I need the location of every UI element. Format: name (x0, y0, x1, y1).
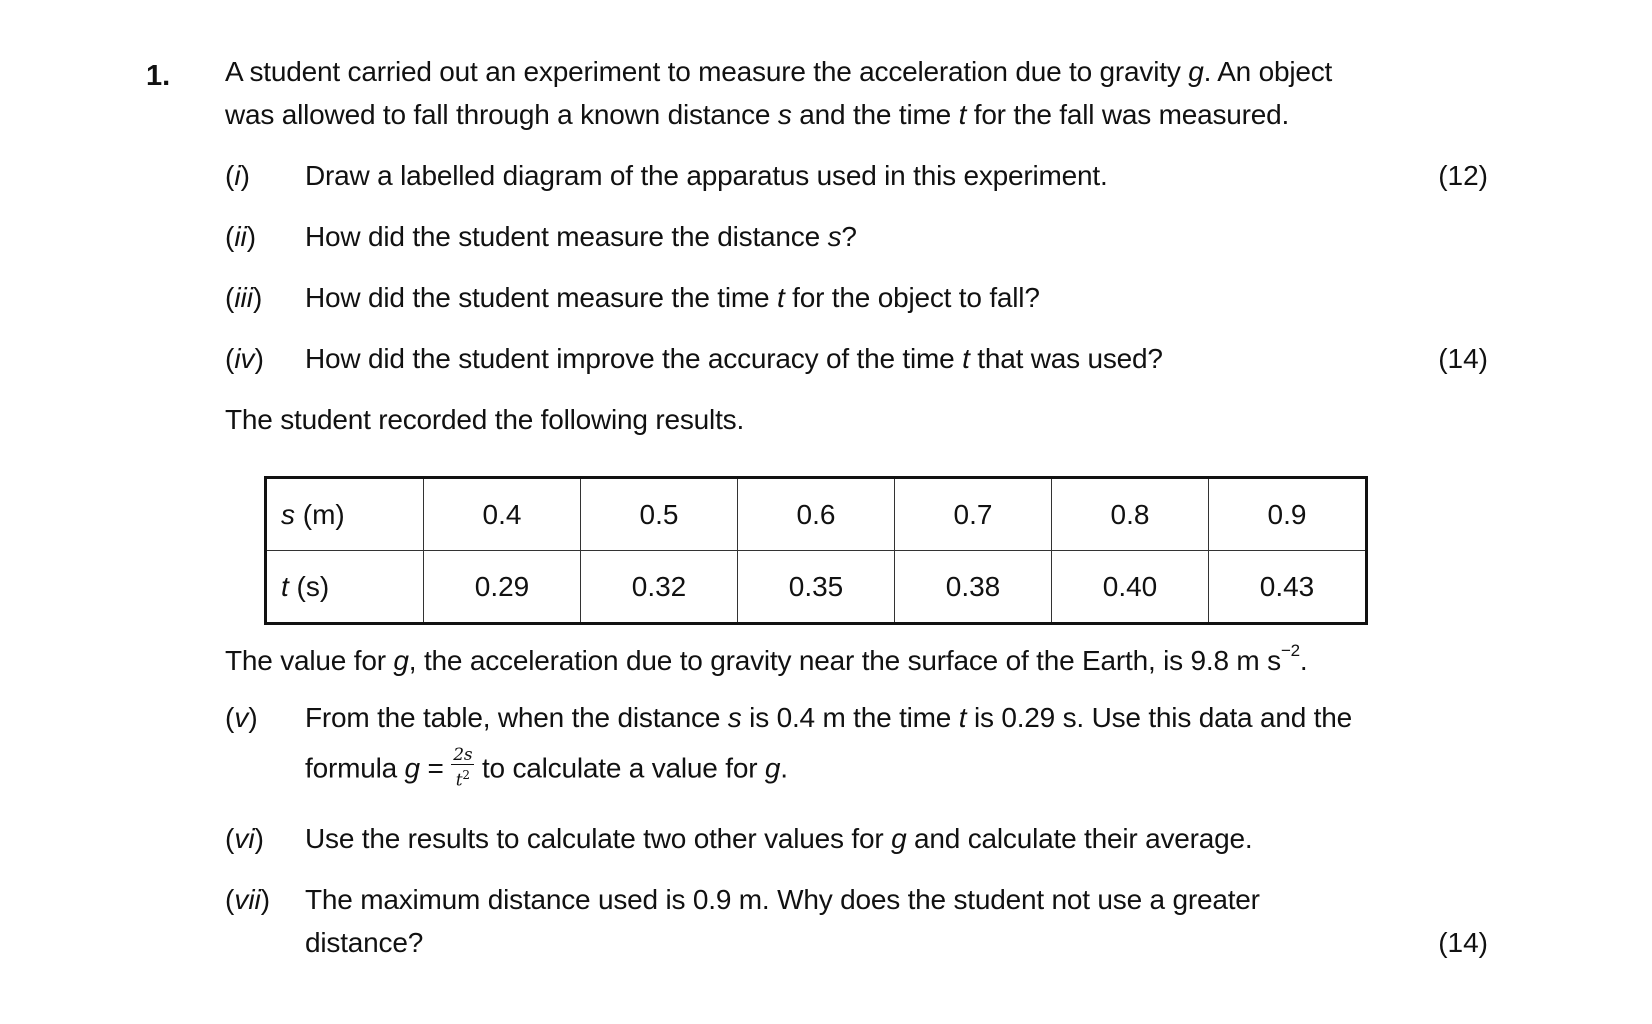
table-cell: 0.43 (1209, 551, 1367, 624)
var-t: t (455, 770, 463, 791)
row-header-s (266, 478, 424, 551)
part-vi-label (225, 823, 264, 855)
equals: = (419, 752, 452, 784)
roman: i (234, 160, 241, 191)
results-intro: The student recorded the following results. (225, 404, 745, 435)
exponent: −2 (1280, 641, 1300, 660)
roman: vii (234, 884, 261, 915)
text: to calculate a value for (474, 752, 765, 784)
table-cell: 0.6 (738, 478, 895, 551)
text: ? (841, 221, 857, 252)
unit: (m) (295, 498, 345, 530)
g-statement (225, 641, 1308, 677)
part-vii-text-line-1: The maximum distance used is 0.9 m. Why does the student not use a greater (305, 884, 1260, 915)
paren: ) (253, 282, 263, 313)
part-vii-label (225, 884, 270, 916)
var-s: s (727, 702, 742, 733)
roman: iii (234, 282, 253, 313)
text: was allowed to fall through a known distance (225, 99, 778, 130)
fraction-numerator: 2s (453, 745, 473, 765)
text: Use the results to calculate two other values for (305, 823, 892, 854)
text: and calculate their average. (906, 823, 1253, 854)
table-cell: 0.5 (581, 478, 738, 551)
question-number: 1. (146, 60, 171, 92)
table-cell: 0.40 (1052, 551, 1209, 624)
part-vii-marks: (14) (1438, 927, 1488, 958)
text: A student carried out an experiment to measure the acceleration due to gravity (225, 56, 1189, 87)
var-g: g (393, 645, 409, 676)
unit: (s) (288, 570, 330, 602)
formula-fraction (451, 746, 474, 791)
paren: ) (240, 160, 250, 191)
text: for the fall was measured. (966, 99, 1290, 130)
text: that was used? (969, 343, 1163, 374)
text: is 0.29 s. Use this data and the (966, 702, 1352, 733)
roman: vi (234, 823, 255, 854)
part-v-text-line-2 (305, 745, 788, 793)
roman: iv (234, 343, 255, 374)
table-cell: 0.7 (895, 478, 1052, 551)
part-iii-text (305, 282, 1040, 314)
var-t: t (958, 702, 967, 733)
paren: ) (254, 343, 264, 374)
var-g: g (764, 752, 781, 784)
part-ii-label (225, 221, 256, 253)
var-g: g (404, 752, 420, 784)
roman: v (234, 702, 249, 733)
table-row-time (266, 551, 1367, 624)
text: . An object (1203, 56, 1333, 87)
part-i-marks: (12) (1438, 160, 1488, 191)
var-t: t (281, 570, 289, 602)
text: for the object to fall? (784, 282, 1040, 313)
var-g: g (891, 823, 907, 854)
table-cell: 0.38 (895, 551, 1052, 624)
paren: ( (225, 702, 235, 733)
part-ii-text (305, 221, 857, 253)
fraction-denominator (451, 765, 474, 791)
table-cell: 0.4 (424, 478, 581, 551)
results-table (264, 476, 1368, 625)
paren: ( (225, 823, 235, 854)
part-vii-text-line-2: distance? (305, 927, 424, 958)
text: How did the student improve the accuracy of the time (305, 343, 963, 374)
var-g: g (1188, 56, 1204, 87)
part-i-text: Draw a labelled diagram of the apparatus used in this experiment. (305, 160, 1108, 191)
table-cell: 0.8 (1052, 478, 1209, 551)
question-intro-line-1 (225, 56, 1332, 88)
part-iv-text (305, 343, 1163, 375)
var-t: t (962, 343, 970, 374)
paren: ( (225, 343, 235, 374)
part-iii-label (225, 282, 262, 314)
exponent: 2 (462, 768, 470, 782)
paren: ( (225, 282, 235, 313)
text: . (1299, 645, 1308, 676)
var-s: s (777, 99, 792, 130)
var-t: t (776, 282, 785, 313)
roman: ii (234, 221, 247, 252)
text: From the table, when the distance (305, 702, 728, 733)
table-row-distance (266, 478, 1367, 551)
text: , the acceleration due to gravity near the surface of the Earth, is 9.8 m s (408, 645, 1281, 676)
paren: ) (248, 702, 258, 733)
table-cell: 0.9 (1209, 478, 1367, 551)
part-iv-marks: (14) (1438, 343, 1488, 374)
text: How did the student measure the distance (305, 221, 828, 252)
part-vi-text (305, 823, 1252, 855)
text: . (780, 752, 788, 784)
part-i-label (225, 160, 250, 192)
paren: ) (254, 823, 264, 854)
text: and the time (791, 99, 959, 130)
var-t: t (958, 99, 967, 130)
paren: ( (225, 160, 235, 191)
part-v-label (225, 702, 258, 734)
text: The value for (225, 645, 394, 676)
table-cell: 0.32 (581, 551, 738, 624)
table-cell: 0.35 (738, 551, 895, 624)
paren: ) (260, 884, 271, 915)
text: How did the student measure the time (305, 282, 777, 313)
question-intro-line-2 (225, 99, 1289, 131)
text: is 0.4 m the time (741, 702, 959, 733)
row-header-t (266, 551, 424, 624)
part-v-text-line-1 (305, 702, 1352, 734)
table-cell: 0.29 (424, 551, 581, 624)
paren: ( (225, 884, 235, 915)
paren: ) (246, 221, 257, 252)
paren: ( (225, 221, 235, 252)
text: formula (305, 752, 405, 784)
var-s: s (827, 221, 842, 252)
var-s: s (281, 498, 295, 530)
part-iv-label (225, 343, 264, 375)
